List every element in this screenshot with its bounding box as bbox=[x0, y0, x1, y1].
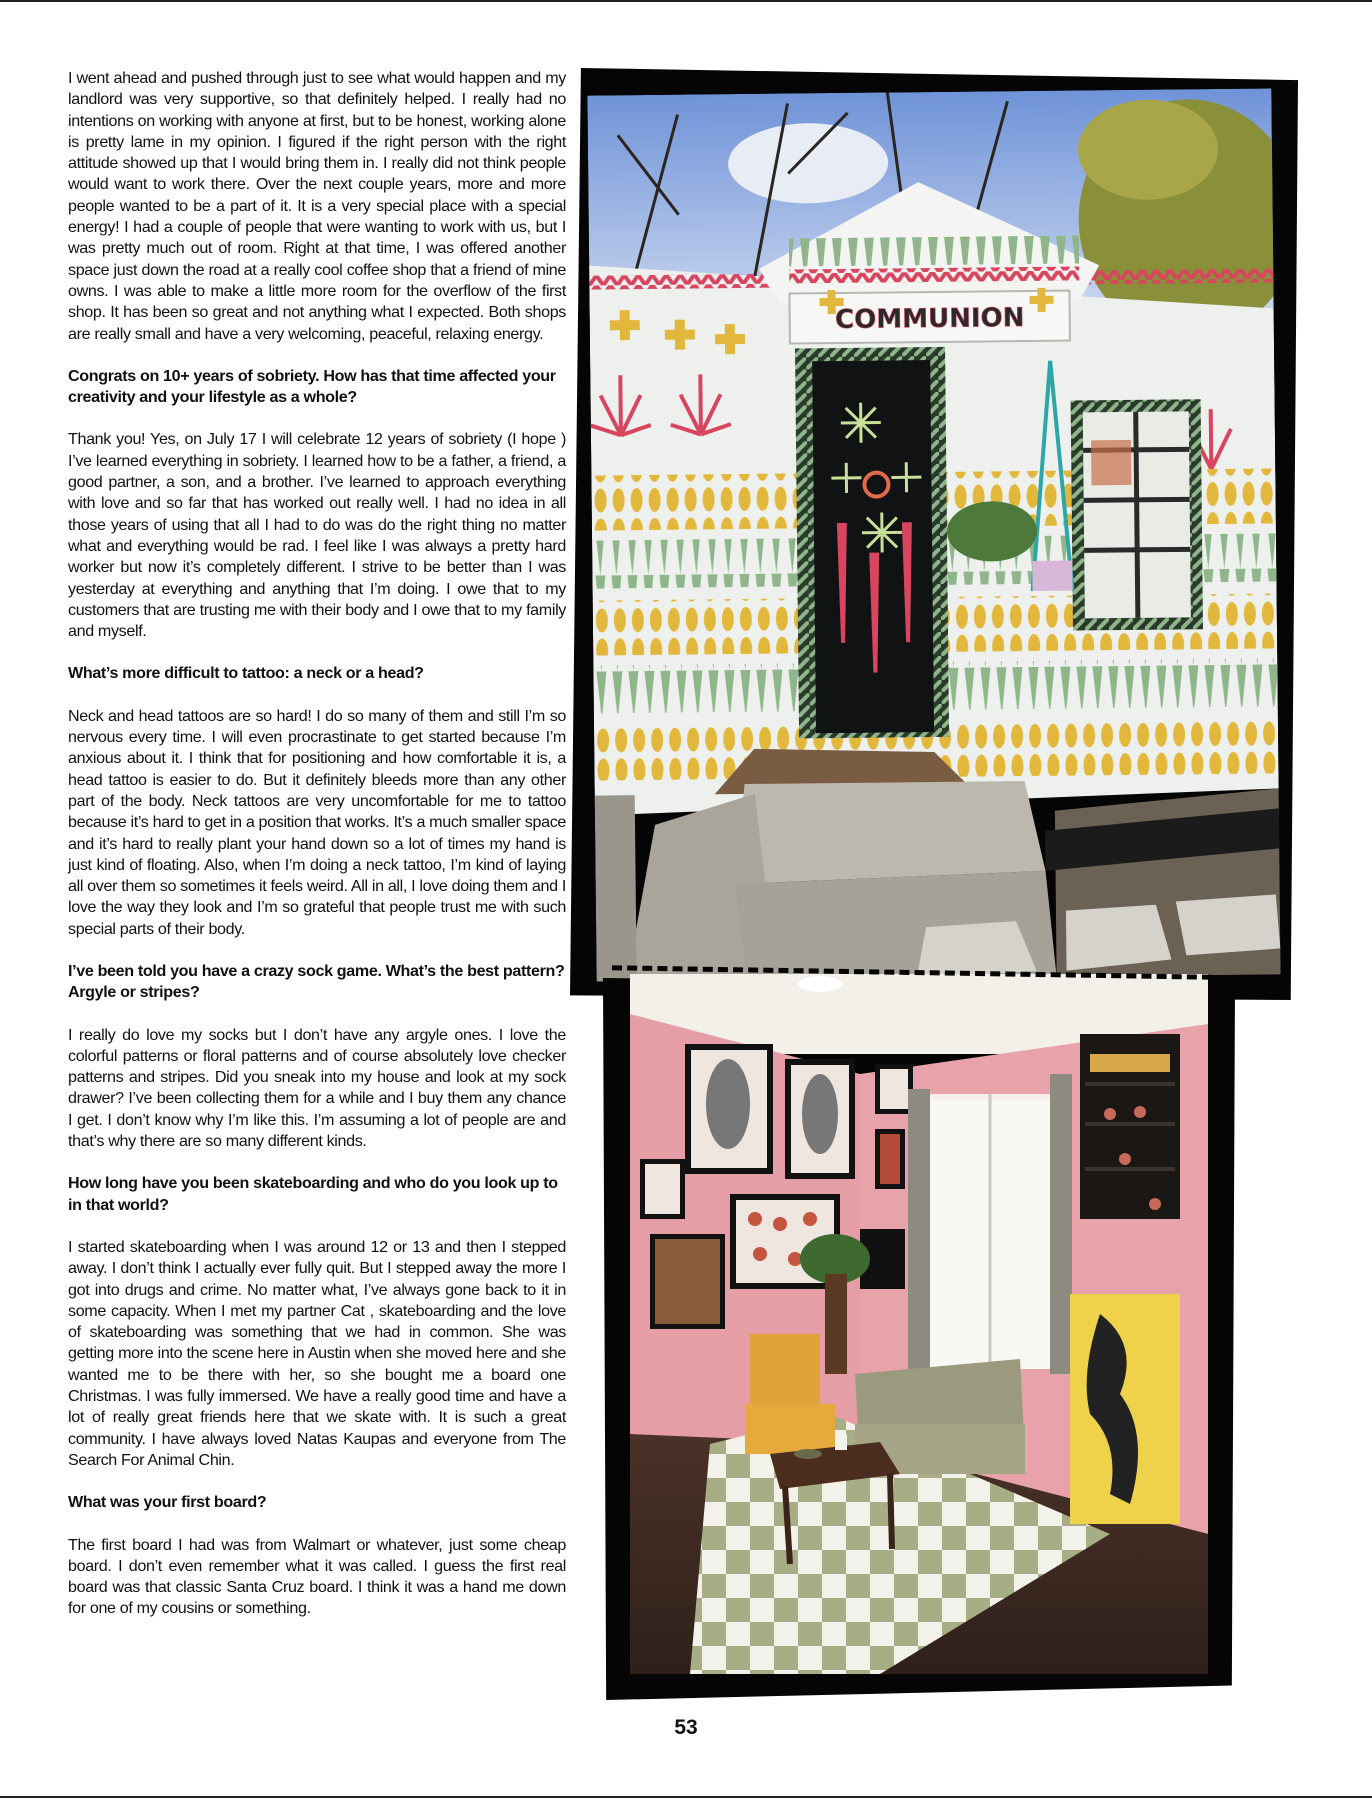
top-rule bbox=[0, 0, 1372, 2]
interior-photo bbox=[630, 974, 1208, 1674]
storefront-photo bbox=[587, 88, 1280, 981]
article-column bbox=[68, 68, 566, 1620]
bottom-rule bbox=[0, 1796, 1372, 1798]
answer-paragraph: Thank you! Yes, on July 17 I will celebrate 12 years of sobriety (I hope ) I’ve learned everything in sobriety. I learned how to be a father, a friend, a good partner, a son, and a brother. I’ve learned to approach everything with love and so far that has worked out really well. I had no idea in all those years of using that all I had to do was do the right thing no matter what and everything would be rad. I feel like I was always a pretty hard worker but now it’s completely different. I strive to be better than I was yesterday at everything and anything that I’m doing. I owe that to my customers that are trusting me with their body and I owe that to my family and myself. bbox=[68, 430, 566, 641]
answer-paragraph: Neck and head tattoos are so hard! I do so many of them and still I’m so nervous every time. I will even procrastinate to get started because I’m anxious about it. I think that for positioning and how comfortable it is, a head tattoo is easier to do. But it definitely bleeds more than any other part of the body. Neck tattoos are very uncomfortable for me to tattoo because it’s hard to get in a position that works. It’s a much smaller space and it’s hard to really plant your hand down so a lot of times my hand is just kind of floating. Also, when I’m doing a neck tattoo, I’m kind of laying all over them so sometimes it feels weird. All in all, I love doing them and I love the way they look and I’m so grateful that people trust me with such special parts of their body. bbox=[68, 706, 566, 938]
question-heading: I’ve been told you have a crazy sock game. What’s the best pattern? Argyle or stripes? bbox=[68, 961, 565, 1002]
question-heading: What’s more difficult to tattoo: a neck or a head? bbox=[68, 664, 424, 683]
question-heading: How long have you been skateboarding and who do you look up to in that world? bbox=[68, 1174, 558, 1214]
answer-paragraph: The first board I had was from Walmart or whatever, just some cheap board. I don’t even remember what it was called. I guess the first real board was that classic Santa Cruz board. I think it was a hand me down for one of my cousins or something. bbox=[68, 1535, 566, 1618]
answer-paragraph: I started skateboarding when I was around 12 or 13 and then I stepped away. I don’t think I actually ever fully quit. But I stepped away the more I got into drugs and crime. No matter what, I’ve always gone back to it in some capacity. When I met my partner Cat , skateboarding and the love of skateboarding was something that we had in common. She was getting more into the scene here in Austin when she moved here and she wanted me to be there with her, so she bought me a board one Christmas. I was fully immersed. We have a really good time and have a lot of really great friends here that we skate with. It is such a great community. I have always loved Natas Kaupas and everyone from The Search For Animal Chin. bbox=[68, 1237, 566, 1469]
answer-paragraph: I went ahead and pushed through just to see what would happen and my landlord was very supportive, so that definitely helped. I really had no intentions on working with anyone at first, but to be honest, working alone is pretty lame in my opinion. I figured if the right person with the right attitude showed up that I would bring them in. I really did not think people would want to work there. Over the next couple years, more and more people wanted to be a part of it. It is a very special place with a special energy! I had a couple of people that were wanting to work with us, but I was pretty much out of room. Right at that time, I was offered another space just down the road at a really cool coffee shop that a friend of mine owns. I was able to make a little more room for the overflow of the first shop. It has been so great and not anything what I expected. Both shops are really small and have a very welcoming, peaceful, relaxing energy. bbox=[68, 69, 566, 343]
question-heading: Congrats on 10+ years of sobriety. How has that time affected your creativity and your lifestyle as a whole? bbox=[68, 366, 556, 407]
question-heading: What was your first board? bbox=[68, 1493, 267, 1512]
page-number: 53 bbox=[674, 1716, 698, 1739]
storefront-sign: COMMUNION bbox=[834, 303, 1025, 336]
answer-paragraph: I really do love my socks but I don’t have any argyle ones. I love the colorful patterns or floral patterns and of course absolutely love checker patterns and stripes. Did you sneak into my house and look at my sock drawer? I’ve been collecting them for a while and I buy them any chance I get. I don’t know why I’m like this. I’m assuming a lot of people are and that’s why there are so many different kinds. bbox=[68, 1025, 566, 1151]
